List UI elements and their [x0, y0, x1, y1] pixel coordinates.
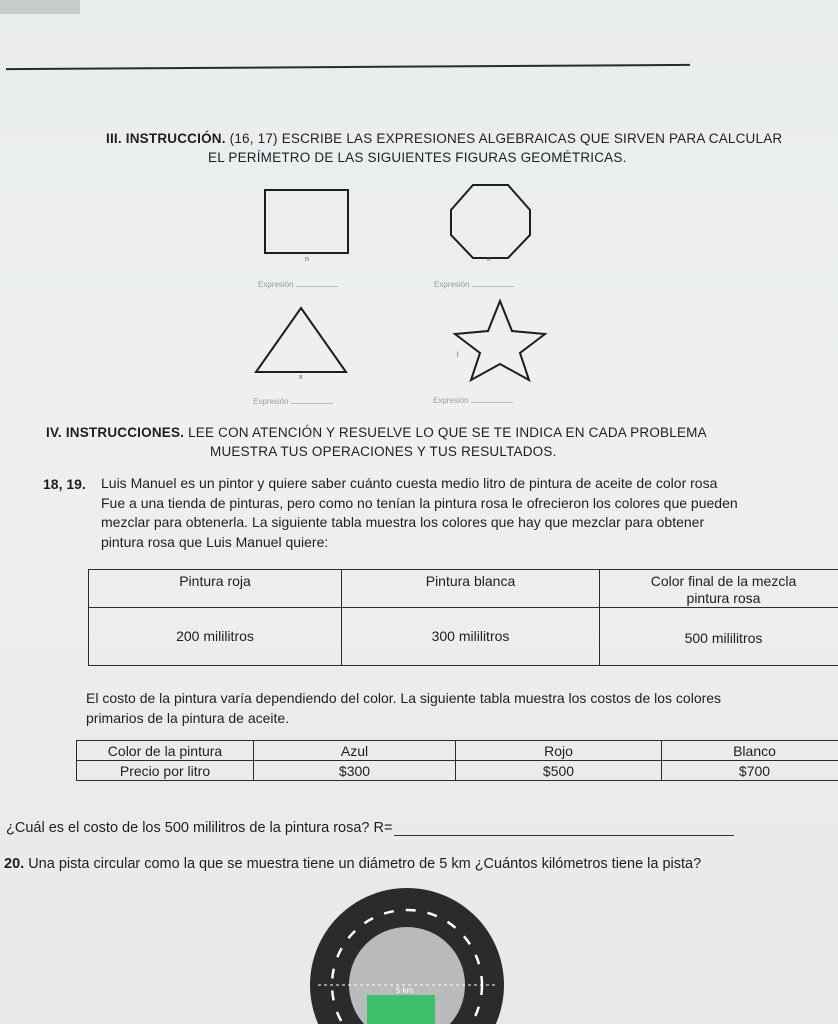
section4-text-line1: LEE CON ATENCIÓN Y RESUELVE LO QUE SE TE INDICA EN CADA PROBLEMA	[188, 425, 707, 440]
table-row	[77, 741, 838, 761]
problem18-number: 18, 19.	[43, 476, 86, 492]
table-header-text: Color final de la mezcla	[650, 572, 797, 589]
triangle-figure	[256, 308, 346, 372]
diameter-label: 5 km	[396, 986, 414, 995]
problem20-number: 20.	[4, 856, 25, 872]
triangle-expression-caption: Expresión	[253, 397, 333, 406]
price-table	[76, 740, 838, 781]
problem18-line: mezclar para obtenerla. La siguiente tabla muestra los colores que hay que mezclar para obtener	[101, 514, 705, 530]
table-cell: Blanco	[662, 741, 838, 761]
cost-text-line: primarios de la pintura de aceite.	[86, 709, 290, 726]
section3-text-line2: EL PERÍMETRO DE LAS SIGUIENTES FIGURAS GEOMÉTRICAS.	[208, 150, 627, 165]
table-cell: Azul	[254, 741, 456, 761]
geometric-figures	[0, 0, 838, 420]
section3-title: INSTRUCCIÓN.	[125, 131, 226, 146]
table-row	[89, 608, 838, 666]
table-row	[77, 761, 838, 781]
triangle-side-label: x	[299, 374, 303, 381]
square-side-label: n	[305, 256, 309, 263]
cost-text-line: El costo de la pintura varía dependiendo del color. La siguiente tabla muestra los costos de los colores	[86, 690, 722, 706]
section3-text-line1: (16, 17) ESCRIBE LAS EXPRESIONES ALGEBRAICAS QUE SIRVEN PARA CALCULAR	[229, 131, 783, 146]
answer-line[interactable]	[394, 835, 734, 836]
problem18-line: Fue a una tienda de pinturas, pero como no tenían la pintura rosa le ofrecieron los colores que pueden	[101, 494, 738, 511]
cost-text	[86, 689, 721, 728]
octagon-side-label: x	[487, 256, 491, 263]
problem18-line: pintura rosa que Luis Manuel quiere:	[101, 533, 329, 550]
table-cell: Rojo	[456, 741, 662, 761]
table-cell: 200 mililitros	[89, 608, 342, 666]
section4-heading	[46, 425, 707, 440]
table-cell: $500	[456, 761, 662, 781]
table-header-cell: Color de la pintura	[77, 741, 254, 761]
table-header-cell: Pintura blanca	[342, 570, 600, 608]
table-cell: 300 mililitros	[342, 608, 600, 666]
problem20	[4, 856, 701, 872]
problem18-line: Luis Manuel es un pintor y quiere saber cuánto cuesta medio litro de pintura de aceite de color rosa	[101, 475, 718, 491]
table-header-text: pintura rosa	[686, 589, 761, 606]
question-text: ¿Cuál es el costo de los 500 mililitros de la pintura rosa? R=	[6, 820, 393, 836]
octagon-figure	[451, 185, 530, 258]
section3-numeral: III.	[106, 131, 122, 146]
table-cell: $300	[254, 761, 456, 781]
star-expression-caption: Expresión	[433, 396, 513, 405]
star-figure	[455, 301, 545, 380]
square-figure	[265, 190, 348, 253]
square-expression-caption: Expresión	[258, 280, 338, 289]
problem20-text: Una pista circular como la que se muestra tiene un diámetro de 5 km ¿Cuántos kilómetros tiene la pista?	[28, 856, 702, 872]
table-row	[89, 570, 838, 608]
track-green-area	[367, 995, 435, 1024]
table-cell: 500 mililitros	[600, 608, 838, 666]
section4-title: INSTRUCCIONES.	[65, 425, 185, 440]
table-cell: $700	[662, 761, 838, 781]
table-header-cell	[600, 570, 838, 608]
paint-mix-table	[88, 569, 838, 666]
table-header-cell: Pintura roja	[89, 570, 342, 608]
table-header-cell: Precio por litro	[77, 761, 254, 781]
section4-numeral: IV.	[46, 425, 62, 440]
octagon-expression-caption: Expresión	[434, 280, 514, 289]
problem18-text	[101, 474, 738, 552]
section4-text-line2: MUESTRA TUS OPERACIONES Y TUS RESULTADOS.	[210, 444, 557, 459]
circular-track-figure	[0, 880, 838, 1024]
problem18-question	[6, 820, 734, 836]
star-side-label: l	[457, 352, 459, 359]
